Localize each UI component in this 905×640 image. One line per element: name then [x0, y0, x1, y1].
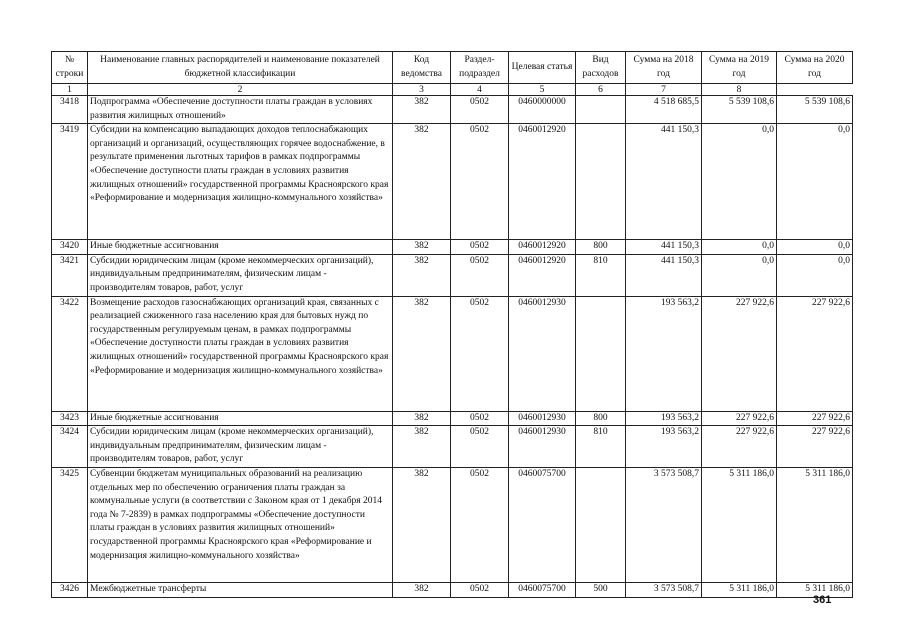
row-sum-2018: 4 518 685,5 [626, 96, 702, 124]
row-ved-code: 382 [393, 96, 451, 124]
row-expense-type: 800 [576, 411, 626, 426]
header-num: № строки [52, 52, 88, 84]
row-sum-2020: 0,0 [777, 240, 853, 255]
header-sum-2020: Сумма на 2020 год [777, 52, 853, 84]
row-sum-2020: 5 539 108,6 [777, 96, 853, 124]
header-sum-2019: Сумма на 2019 год [702, 52, 777, 84]
row-ved-code: 382 [393, 467, 451, 582]
row-target-item: 0460012920 [509, 254, 576, 296]
row-sum-2020: 227 922,6 [777, 411, 853, 426]
row-ved-code: 382 [393, 426, 451, 468]
row-sum-2018: 3 573 508,7 [626, 582, 702, 597]
row-target-item: 0460075700 [509, 467, 576, 582]
row-target-item: 0460012920 [509, 240, 576, 255]
row-sum-2018: 3 573 508,7 [626, 467, 702, 582]
row-razdel: 0502 [451, 96, 509, 124]
row-number: 3421 [52, 254, 88, 296]
header-sum-2018: Сумма на 2018 год [626, 52, 702, 84]
row-number: 3420 [52, 240, 88, 255]
row-sum-2019: 0,0 [702, 254, 777, 296]
row-target-item: 0460000000 [509, 96, 576, 124]
row-sum-2019: 5 539 108,6 [702, 96, 777, 124]
row-name: Субсидии юридическим лицам (кроме некоммерческих организаций), индивидуальным предпринимателям, физическим лицам - производителям товаров, работ, услуг [88, 254, 393, 296]
row-ved-code: 382 [393, 411, 451, 426]
table-body [52, 96, 853, 598]
header-number: 8 [702, 84, 777, 96]
row-name: Субвенции бюджетам муниципальных образований на реализацию отдельных мер по обеспечению ограничения платы граждан за коммунальные услуги (в соответствии с Законом края от 1 декабря 2014 года № 7-2839) в рамках подпрограммы «Обеспечение доступности платы граждан в условиях развития жилищных отношений» государственной программы Красноярского края «Реформирование и модернизация жилищно-коммунального хозяйства» [88, 467, 393, 582]
header-number: 5 [509, 84, 576, 96]
row-target-item: 0460075700 [509, 582, 576, 597]
row-sum-2020: 0,0 [777, 124, 853, 240]
row-razdel: 0502 [451, 254, 509, 296]
row-expense-type: 800 [576, 240, 626, 255]
row-sum-2019: 0,0 [702, 240, 777, 255]
row-name: Межбюджетные трансферты [88, 582, 393, 597]
header-number: 2 [88, 84, 393, 96]
row-sum-2020: 0,0 [777, 254, 853, 296]
header-number: 4 [451, 84, 509, 96]
row-sum-2018: 441 150,3 [626, 124, 702, 240]
row-ved-code: 382 [393, 124, 451, 240]
row-name: Иные бюджетные ассигнования [88, 240, 393, 255]
table-row [52, 296, 853, 411]
table-row [52, 240, 853, 255]
row-number: 3425 [52, 467, 88, 582]
row-number: 3426 [52, 582, 88, 597]
table-row [52, 411, 853, 426]
table-row [52, 467, 853, 582]
row-target-item: 0460012930 [509, 296, 576, 411]
header-number: 3 [393, 84, 451, 96]
row-number: 3423 [52, 411, 88, 426]
row-sum-2018: 193 563,2 [626, 296, 702, 411]
row-ved-code: 382 [393, 240, 451, 255]
row-razdel: 0502 [451, 296, 509, 411]
row-name: Возмещение расходов газоснабжающих организаций края, связанных с реализацией сжиженного газа населению края для бытовых нужд по государственным регулируемым ценам, в рамках подпрограммы «Обеспечение доступности платы граждан в условиях развития жилищных отношений» государственной программы Красноярского края «Реформирование и модернизация жилищно-коммунального хозяйства» [88, 296, 393, 411]
row-target-item: 0460012920 [509, 124, 576, 240]
row-sum-2019: 227 922,6 [702, 426, 777, 468]
row-razdel: 0502 [451, 124, 509, 240]
header-number: 6 [576, 84, 626, 96]
row-ved-code: 382 [393, 254, 451, 296]
row-number: 3422 [52, 296, 88, 411]
row-expense-type: 810 [576, 426, 626, 468]
row-sum-2020: 5 311 186,0 [777, 582, 853, 597]
row-sum-2019: 0,0 [702, 124, 777, 240]
budget-table [51, 51, 853, 598]
row-name: Субсидии на компенсацию выпадающих доходов теплоснабжающих организаций и организаций, осуществляющих горячее водоснабжение, в результате применения льготных тарифов в рамках подпрограммы «Обеспечение доступности платы граждан в условиях развития жилищных отношений» государственной программы Красноярского края «Реформирование и модернизация жилищно-коммунального хозяйства» [88, 124, 393, 240]
row-razdel: 0502 [451, 411, 509, 426]
row-sum-2020: 227 922,6 [777, 296, 853, 411]
row-expense-type [576, 296, 626, 411]
header-number-row [52, 84, 853, 96]
header-vr: Вид расходов [576, 52, 626, 84]
row-razdel: 0502 [451, 240, 509, 255]
row-expense-type [576, 96, 626, 124]
row-name: Иные бюджетные ассигнования [88, 411, 393, 426]
header-row [52, 52, 853, 84]
row-sum-2019: 227 922,6 [702, 296, 777, 411]
row-target-item: 0460012930 [509, 411, 576, 426]
row-razdel: 0502 [451, 582, 509, 597]
header-name: Наименование главных распорядителей и наименование показателей бюджетной классификации [88, 52, 393, 84]
header-number: 7 [626, 84, 702, 96]
row-expense-type: 500 [576, 582, 626, 597]
row-name: Субсидии юридическим лицам (кроме некоммерческих организаций), индивидуальным предпринимателям, физическим лицам - производителям товаров, работ, услуг [88, 426, 393, 468]
row-number: 3424 [52, 426, 88, 468]
row-sum-2018: 193 563,2 [626, 426, 702, 468]
row-razdel: 0502 [451, 467, 509, 582]
row-sum-2018: 441 150,3 [626, 254, 702, 296]
header-razdel: Раздел-подраздел [451, 52, 509, 84]
row-ved-code: 382 [393, 582, 451, 597]
row-razdel: 0502 [451, 426, 509, 468]
row-sum-2018: 441 150,3 [626, 240, 702, 255]
table-row [52, 124, 853, 240]
header-cs: Целевая статья [509, 52, 576, 84]
row-sum-2020: 5 311 186,0 [777, 467, 853, 582]
table-row [52, 254, 853, 296]
row-name: Подпрограмма «Обеспечение доступности платы граждан в условиях развития жилищных отношений» [88, 96, 393, 124]
row-sum-2019: 227 922,6 [702, 411, 777, 426]
header-ved: Код ведомства [393, 52, 451, 84]
page-number: 361 [813, 594, 832, 606]
row-expense-type: 810 [576, 254, 626, 296]
row-ved-code: 382 [393, 296, 451, 411]
table-row [52, 96, 853, 124]
table-row [52, 582, 853, 597]
row-sum-2020: 227 922,6 [777, 426, 853, 468]
row-sum-2018: 193 563,2 [626, 411, 702, 426]
row-expense-type [576, 124, 626, 240]
row-number: 3418 [52, 96, 88, 124]
row-target-item: 0460012930 [509, 426, 576, 468]
row-expense-type [576, 467, 626, 582]
header-number: 1 [52, 84, 88, 96]
row-sum-2019: 5 311 186,0 [702, 467, 777, 582]
row-number: 3419 [52, 124, 88, 240]
table-row [52, 426, 853, 468]
row-sum-2019: 5 311 186,0 [702, 582, 777, 597]
